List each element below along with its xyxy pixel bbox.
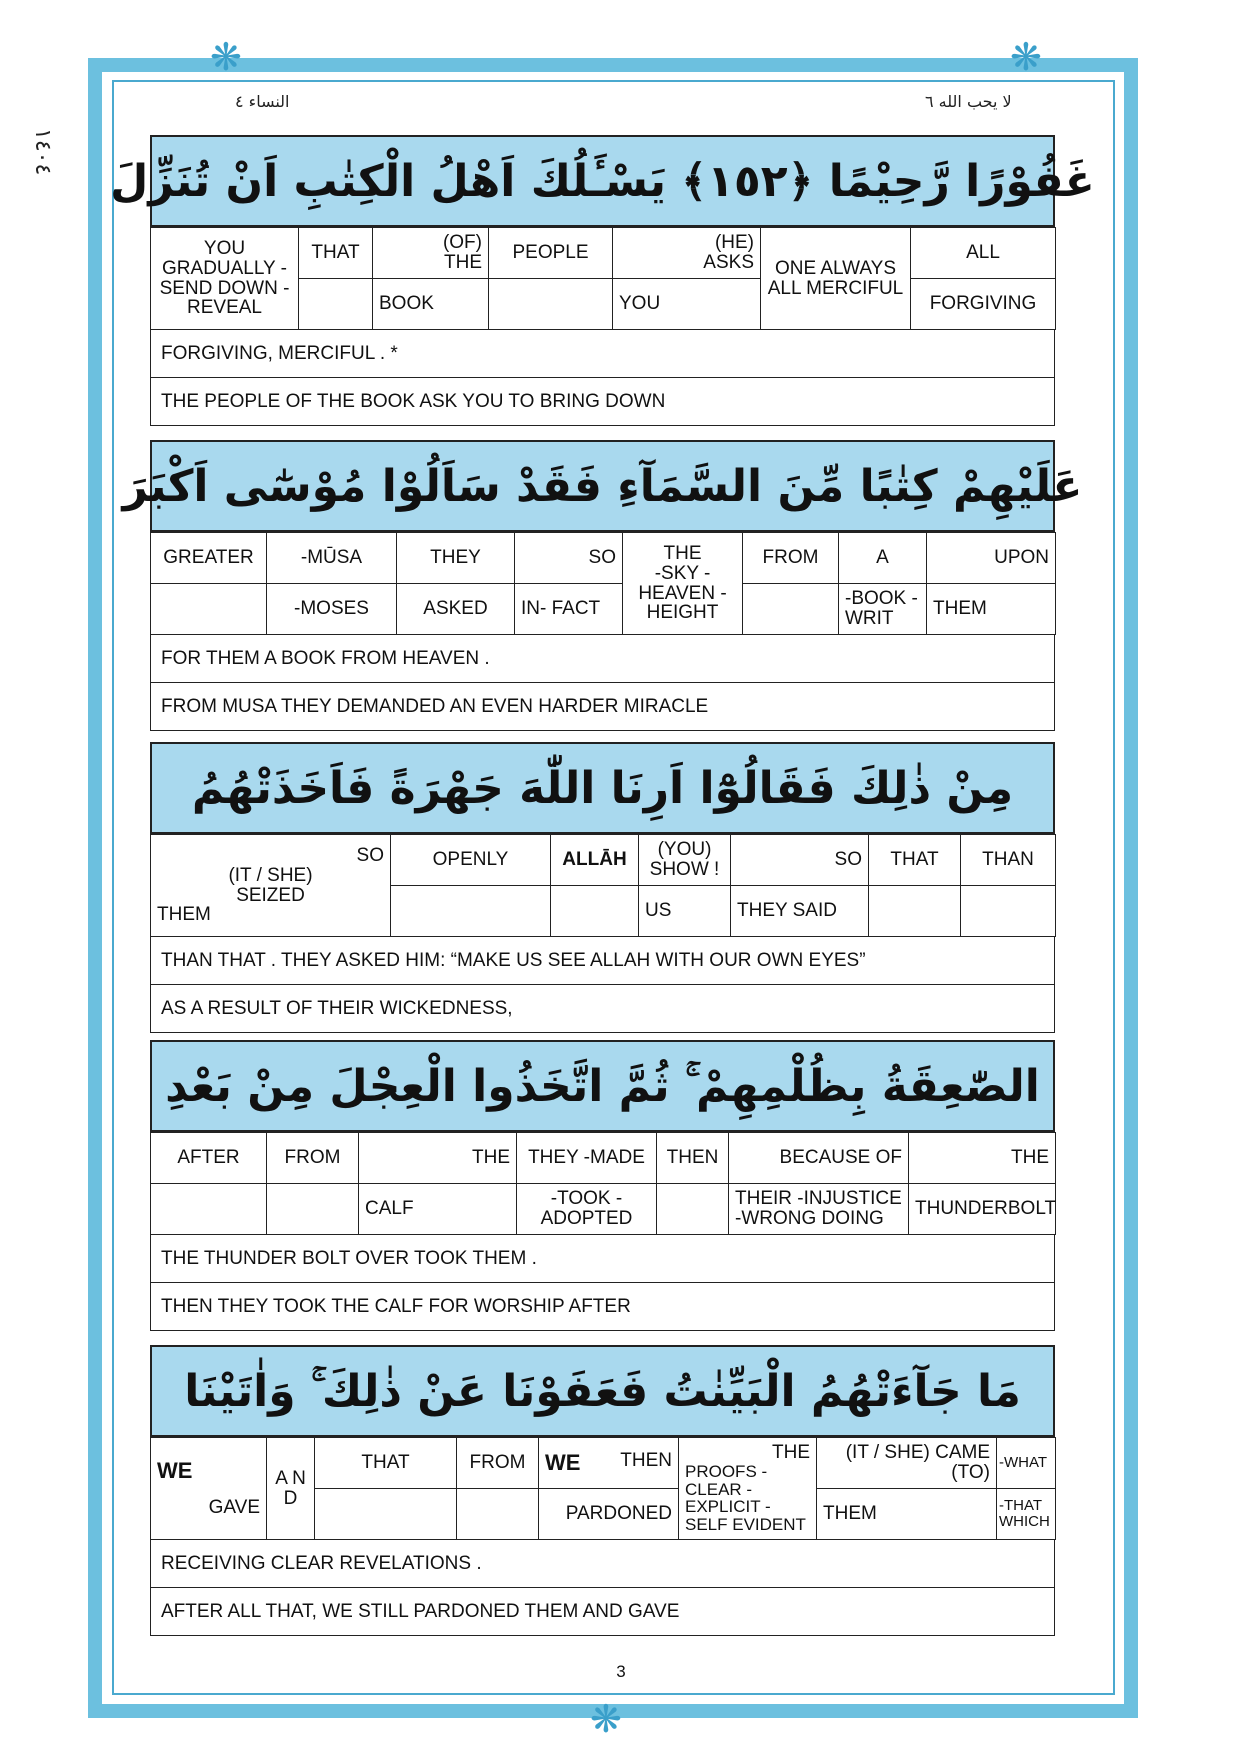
word-cell: -TOOK -ADOPTED [517, 1184, 657, 1235]
word-part: (IT / SHE) [228, 864, 313, 886]
word-cell: IN- FACT [515, 584, 623, 635]
translation-line: AFTER ALL THAT, WE STILL PARDONED THEM AND GAVE [150, 1588, 1055, 1636]
ornament-icon: ❋ [1010, 35, 1042, 79]
word-cell [373, 228, 489, 279]
word-cell [315, 1489, 457, 1540]
ornament-icon: ❋ [590, 1697, 622, 1741]
word-part: THE [663, 542, 702, 564]
translation-line: AS A RESULT OF THEIR WICKEDNESS, [150, 985, 1055, 1033]
word-cell: PARDONED [539, 1489, 679, 1540]
word-cell: (YOU) SHOW ! [639, 835, 731, 886]
word-cell: UPON [927, 533, 1056, 584]
word-cell: -MOSES [267, 584, 397, 635]
word-cell: PEOPLE [489, 228, 613, 279]
header-surah-name: النساء ٤ [235, 92, 290, 111]
word-cell [489, 279, 613, 330]
arabic-verse: غَفُوْرًا رَّحِيْمًا ﴿١٥٢﴾ يَسْـَٔلُكَ اَهْلُ الْكِتٰبِ اَنْ تُنَزِّلَ [150, 135, 1055, 227]
translation-grid [150, 1437, 1056, 1540]
word-cell: THAT [315, 1438, 457, 1489]
word-part: GAVE [208, 1497, 260, 1519]
word-cell: OPENLY [391, 835, 551, 886]
word-cell: YOU [613, 279, 761, 330]
word-cell [151, 1184, 267, 1235]
word-cell: SO [731, 835, 869, 886]
word-cell: -THAT WHICH [997, 1489, 1056, 1540]
word-cell [679, 1438, 817, 1540]
word-part: THE [444, 252, 482, 273]
word-part: (HE) [714, 232, 754, 254]
word-cell: THEM [817, 1489, 997, 1540]
word-part: WE [157, 1457, 193, 1483]
translation-line: FOR THEM A BOOK FROM HEAVEN . [150, 635, 1055, 683]
word-cell [151, 835, 391, 937]
word-cell: -MŪSA [267, 533, 397, 584]
word-cell: SO [515, 533, 623, 584]
translation-grid [150, 227, 1056, 330]
word-cell [869, 886, 961, 937]
header-juz-name: لا يحب الله ٦ [925, 92, 1012, 111]
word-cell: BECAUSE OF [729, 1133, 909, 1184]
translation-line: FROM MUSA THEY DEMANDED AN EVEN HARDER MIRACLE [150, 683, 1055, 731]
word-part: THEN [620, 1450, 672, 1472]
translation-line: THE PEOPLE OF THE BOOK ASK YOU TO BRING DOWN [150, 378, 1055, 426]
word-cell: AFTER [151, 1133, 267, 1184]
word-cell: THEY -MADE [517, 1133, 657, 1184]
word-cell: A N D [267, 1438, 315, 1540]
word-cell: ONE ALWAYS ALL MERCIFUL [761, 228, 911, 330]
word-cell: THAT [869, 835, 961, 886]
word-cell: THEIR -INJUSTICE -WRONG DOING [729, 1184, 909, 1235]
word-part: -SKY -HEAVEN -HEIGHT [638, 562, 727, 624]
word-cell: A [839, 533, 927, 584]
word-part: THE [772, 1441, 810, 1463]
word-cell: THUNDERBOLT [909, 1184, 1056, 1235]
word-cell: ALL [911, 228, 1056, 279]
word-part: PROOFS -CLEAR -EXPLICIT -SELF EVIDENT [685, 1461, 806, 1535]
word-cell: THEY [397, 533, 515, 584]
page-number: 3 [616, 1662, 626, 1681]
word-cell [267, 1184, 359, 1235]
word-cell [613, 228, 761, 279]
word-cell [299, 279, 373, 330]
word-part: ASKS [703, 252, 754, 273]
verse-section [150, 742, 1055, 1033]
verse-section [150, 1345, 1055, 1636]
translation-line: THAN THAT . THEY ASKED HIM: “MAKE US SEE ALLAH WITH OUR OWN EYES” [150, 937, 1055, 985]
verse-section [150, 1040, 1055, 1331]
word-cell: THEY SAID [731, 886, 869, 937]
word-cell: THEM [927, 584, 1056, 635]
word-cell [457, 1489, 539, 1540]
word-cell: (IT / SHE) CAME (TO) [817, 1438, 997, 1489]
translation-grid [150, 532, 1056, 635]
word-cell [657, 1184, 729, 1235]
translation-line: THEN THEY TOOK THE CALF FOR WORSHIP AFTER [150, 1283, 1055, 1331]
word-cell [551, 886, 639, 937]
word-cell: -WHAT [997, 1438, 1056, 1489]
translation-line: FORGIVING, MERCIFUL . * [150, 330, 1055, 378]
word-cell: THAN [961, 835, 1056, 886]
word-cell: FROM [457, 1438, 539, 1489]
word-cell: YOU GRADUALLY -SEND DOWN -REVEAL [151, 228, 299, 330]
word-part: SO [356, 844, 384, 866]
word-cell: US [639, 886, 731, 937]
word-cell: FROM [743, 533, 839, 584]
word-cell [743, 584, 839, 635]
word-part: SEIZED [236, 884, 305, 906]
word-cell [623, 533, 743, 635]
translation-grid [150, 834, 1056, 937]
arabic-verse: مِنْ ذٰلِكَ فَقَالُوْٓا اَرِنَا اللّٰهَ جَهْرَةً فَاَخَذَتْهُمُ [150, 742, 1055, 834]
word-cell: ASKED [397, 584, 515, 635]
translation-line: RECEIVING CLEAR REVELATIONS . [150, 1540, 1055, 1588]
arabic-verse: عَلَيْهِمْ كِتٰبًا مِّنَ السَّمَآءِ فَقَدْ سَاَلُوْا مُوْسٰٓى اَكْبَرَ [150, 440, 1055, 532]
word-cell: CALF [359, 1184, 517, 1235]
word-cell: THE [359, 1133, 517, 1184]
word-cell: THE [909, 1133, 1056, 1184]
word-cell [539, 1438, 679, 1489]
arabic-verse: الصّٰعِقَةُ بِظُلْمِهِمْ ۚ ثُمَّ اتَّخَذُوا الْعِجْلَ مِنْ بَعْدِ [150, 1040, 1055, 1132]
word-cell: ALLĀH [551, 835, 639, 886]
verse-section [122, 440, 1083, 731]
word-cell: THAT [299, 228, 373, 279]
word-cell [151, 1438, 267, 1540]
side-mark: ١٤٠٤ [30, 128, 55, 176]
word-part: (OF) [442, 232, 482, 254]
word-cell: THEN [657, 1133, 729, 1184]
word-cell: FROM [267, 1133, 359, 1184]
word-cell: GREATER [151, 533, 267, 584]
arabic-verse: مَا جَآءَتْهُمُ الْبَيِّنٰتُ فَعَفَوْنَا عَنْ ذٰلِكَ ۚ وَاٰتَيْنَا [150, 1345, 1055, 1437]
word-cell: BOOK [373, 279, 489, 330]
translation-line: THE THUNDER BOLT OVER TOOK THEM . [150, 1235, 1055, 1283]
word-cell [151, 584, 267, 635]
translation-grid [150, 1132, 1056, 1235]
word-cell [961, 886, 1056, 937]
word-cell [391, 886, 551, 937]
word-part: WE [545, 1450, 581, 1476]
word-cell: -BOOK -WRIT [839, 584, 927, 635]
word-cell: FORGIVING [911, 279, 1056, 330]
verse-section [110, 135, 1095, 426]
ornament-icon: ❋ [210, 35, 242, 79]
word-part: THEM [157, 904, 211, 926]
